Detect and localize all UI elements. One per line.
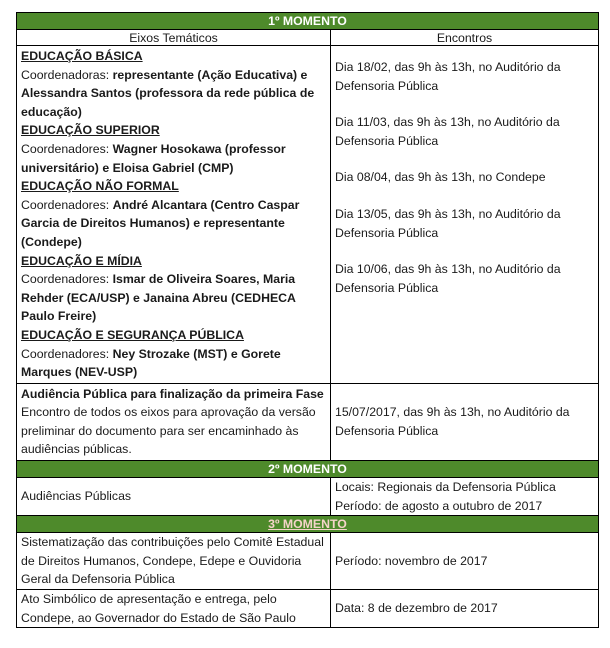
meeting-date: Dia 11/03, das 9h às 13h, no Auditório da Defensoria Pública (335, 115, 560, 148)
axis-name: EDUCAÇÃO SUPERIOR (21, 123, 160, 138)
axis-coordinators (21, 270, 326, 326)
axis-name: EDUCAÇÃO NÃO FORMAL (21, 179, 179, 194)
axis-coordinators (21, 196, 326, 252)
moment-1-title: 1º MOMENTO (17, 13, 599, 30)
coordinators-names: André Alcantara (Centro Caspar Garcia de Direitos Humanos) e representante (Condepe) (21, 197, 300, 249)
hearing-row (17, 383, 599, 460)
coordinators-label: Coordenadores: (21, 272, 113, 287)
column-header-axes: Eixos Temáticos (17, 30, 331, 46)
hearing-cell (17, 383, 331, 460)
coordinators-names: Ismar de Oliveira Soares, Maria Rehder (ECA/USP) e Janaina Abreu (CEDHECA Paulo Freire) (21, 272, 296, 324)
moment-2-places: Locais: Regionais da Defensoria Pública (335, 480, 556, 495)
moment-3-title: 3º MOMENTO (17, 516, 599, 533)
moment-3-header-row (17, 516, 599, 533)
column-header-meetings: Encontros (331, 30, 599, 46)
hearing-description: Encontro de todos os eixos para aprovação da versão preliminar do documento para ser encaminhado às audiências públicas. (21, 405, 316, 457)
meeting-date: Dia 08/04, das 9h às 13h, no Condepe (335, 170, 546, 185)
moment-3-row (17, 533, 599, 590)
axes-row (17, 46, 599, 384)
meeting-date: Dia 10/06, das 9h às 13h, no Auditório da Defensoria Pública (335, 262, 561, 295)
axis-name: EDUCAÇÃO E MÍDIA (21, 253, 142, 268)
moment-2-period: Período: de agosto a outubro de 2017 (335, 498, 543, 513)
column-header-row (17, 30, 599, 46)
moment-3-activity: Ato Simbólico de apresentação e entrega, pelo Condepe, ao Governador do Estado de São Paulo (17, 590, 331, 628)
axis-coordinators (21, 66, 326, 122)
meeting-date: Dia 13/05, das 9h às 13h, no Auditório da Defensoria Pública (335, 206, 561, 240)
coordinators-label: Coordenadores: (21, 197, 113, 212)
hearing-meeting: 15/07/2017, das 9h às 13h, no Auditório da Defensoria Pública (331, 383, 599, 460)
moment-3-when: Período: novembro de 2017 (331, 533, 599, 590)
coordinators-label: Coordenadores: (21, 346, 113, 361)
axis-name: EDUCAÇÃO E SEGURANÇA PÚBLICA (21, 327, 244, 342)
axes-cell (17, 46, 331, 384)
moment-2-row (17, 478, 599, 516)
moment-2-title: 2º MOMENTO (17, 461, 599, 478)
meetings-cell (331, 46, 599, 384)
coordinators-names: representante (Ação Educativa) e Alessandra Santos (professora da rede pública de educação) (21, 67, 315, 119)
meeting-date: Dia 18/02, das 9h às 13h, no Auditório da Defensoria Pública (335, 60, 561, 93)
axis-name: EDUCAÇÃO BÁSICA (21, 49, 143, 63)
moment-1-header-row (17, 13, 599, 30)
moment-3-row (17, 590, 599, 628)
schedule-table (16, 12, 599, 628)
moment-2-header-row (17, 461, 599, 478)
axis-coordinators (21, 345, 326, 382)
coordinators-label: Coordenadoras: (21, 67, 113, 82)
coordinators-names: Wagner Hosokawa (professor universitário) e Eloisa Gabriel (CMP) (21, 141, 286, 175)
moment-3-activity: Sistematização das contribuições pelo Comitê Estadual de Direitos Humanos, Condepe, Edepe e Ouvidoria Geral da Defensoria Pública (17, 533, 331, 590)
moment-2-activity: Audiências Públicas (17, 478, 331, 516)
coordinators-names: Ney Strozake (MST) e Gorete Marques (NEV-USP) (21, 346, 281, 380)
hearing-title: Audiência Pública para finalização da primeira Fase (21, 386, 324, 401)
axis-coordinators (21, 140, 326, 177)
moment-2-info (331, 478, 599, 516)
coordinators-label: Coordenadores: (21, 141, 113, 156)
moment-3-when: Data: 8 de dezembro de 2017 (331, 590, 599, 628)
